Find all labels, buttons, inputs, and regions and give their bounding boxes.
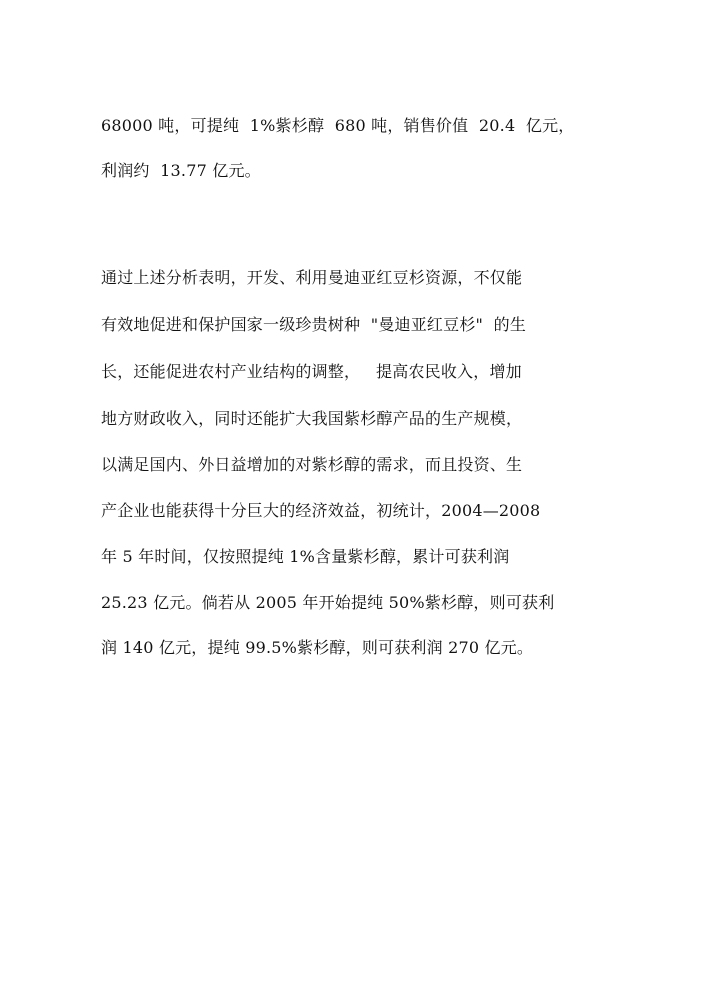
paragraph-2-line-2: 有效地促进和保护国家一级珍贵树种 "曼迪亚红豆杉" 的生 — [101, 315, 527, 334]
paragraph-1-line-2: 利润约 13.77 亿元。 — [101, 161, 261, 180]
paragraph-2-line-8: 25.23 亿元。倘若从 2005 年开始提纯 50%紫杉醇，则可获利 — [101, 593, 555, 612]
paragraph-2-line-3: 长，还能促进农村产业结构的调整， 提高农民收入，增加 — [101, 362, 522, 381]
paragraph-2-line-1: 通过上述分析表明，开发、利用曼迪亚红豆杉资源，不仅能 — [101, 268, 523, 287]
paragraph-2-line-9: 润 140 亿元，提纯 99.5%紫杉醇，则可获利润 270 亿元。 — [101, 638, 534, 657]
paragraph-1-line-1: 68000 吨，可提纯 1%紫杉醇 680 吨，销售价值 20.4 亿元， — [101, 116, 575, 135]
paragraph-2-line-6: 产企业也能获得十分巨大的经济效益，初统计，2004—2008 — [101, 501, 541, 520]
paragraph-2-line-5: 以满足国内、外日益增加的对紫杉醇的需求，而且投资、生 — [101, 455, 523, 474]
paragraph-2-line-4: 地方财政收入，同时还能扩大我国紫杉醇产品的生产规模， — [101, 409, 523, 428]
paragraph-2-line-7: 年 5 年时间，仅按照提纯 1%含量紫杉醇，累计可获利润 — [101, 547, 510, 566]
